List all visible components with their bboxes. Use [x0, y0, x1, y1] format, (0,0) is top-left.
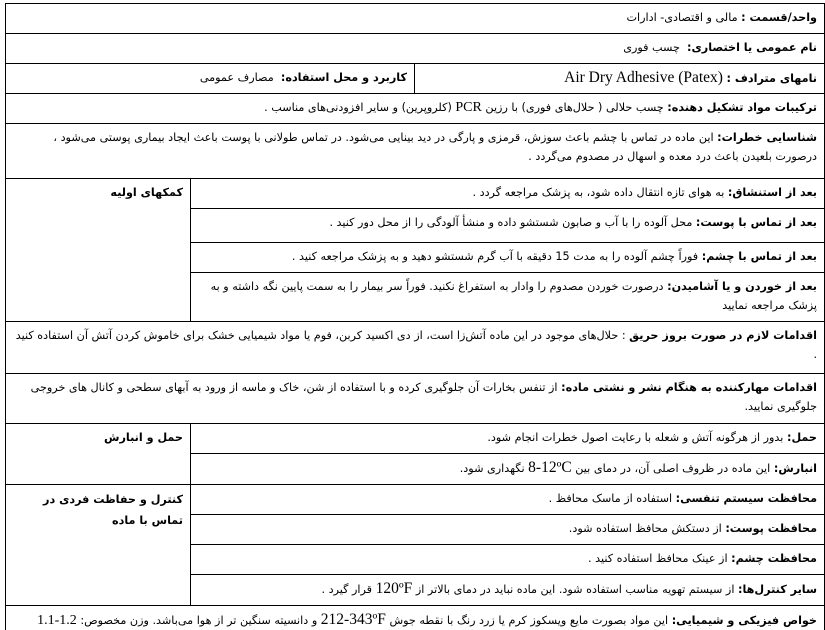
composition-cell	[6, 94, 825, 124]
ppe-skin-cell	[191, 515, 825, 545]
first-aid-eye-label: بعد از تماس با چشم:	[701, 250, 817, 263]
hazards-cell	[6, 124, 825, 179]
properties-cell	[6, 606, 825, 630]
hazards-label: شناسایی خطرات:	[717, 131, 817, 144]
ppe-other-value-pre: از سیستم تهویه مناسب استفاده شود. این ماده نباید در دمای بالاتر از	[415, 583, 735, 596]
fire-cell	[6, 322, 825, 374]
ppe-respiratory-value: استفاده از ماسک محافظ .	[548, 492, 673, 505]
synonyms-subcell	[415, 64, 825, 93]
first-aid-ingestion-value: درصورت خوردن مصدوم را وادار به استفراغ نکنید. فوراً سر بیمار را به سمت پایین نگه داشته و به پزشک مراجعه نمایید	[210, 280, 817, 312]
ppe-skin-value: از دستکش محافظ استفاده شود.	[568, 522, 722, 535]
ppe-other-value-post: قرار گیرد .	[321, 583, 373, 596]
storage-cell	[191, 454, 825, 485]
hazards-value: این ماده در تماس با چشم باعث سوزش، قرمزی و پارگی در دید بینایی می‌شود. در تماس طولانی با پوست باعث ایجاد بیماری پوستی می‌شود ، درصورت بلعیدن باعث درد معده و اسهال در مصدوم می‌گردد .	[53, 131, 817, 163]
composition-value-post: (کلروپرین) و سایر افزودنی‌های مناسب .	[264, 101, 452, 114]
first-aid-eye-cell	[191, 243, 825, 273]
ppe-eye-cell	[191, 545, 825, 575]
common-name-label: نام عمومی یا اختصاری:	[687, 41, 817, 54]
synonyms-inner	[6, 64, 824, 93]
usage-value: مصارف عمومی	[199, 71, 274, 84]
storage-value-latin: 8-12ºC	[528, 459, 572, 476]
handling-title: حمل و انبارش	[6, 424, 191, 485]
first-aid-ingestion-cell	[191, 273, 825, 322]
properties-value-latin: 212-343ºF	[320, 611, 386, 628]
ppe-skin-label: محافظت پوست:	[725, 522, 817, 535]
first-aid-row-1	[6, 179, 825, 209]
ppe-row-1	[6, 485, 825, 515]
msds-table	[5, 3, 825, 630]
unit-cell	[6, 4, 825, 34]
usage-subcell	[6, 64, 415, 93]
first-aid-eye-value-num: 15	[555, 250, 570, 263]
first-aid-ingestion-label: بعد از خوردن و یا آشامیدن:	[667, 280, 817, 293]
first-aid-inhalation-value: به هوای تازه انتقال داده شود، به پزشک مراجعه گردد .	[472, 186, 725, 199]
unit-label: واحد/قسمت :	[741, 11, 817, 24]
composition-value-latin: PCR	[455, 100, 482, 115]
ppe-other-value-latin: 120ºF	[375, 580, 413, 597]
properties-value-post: و دانسیته سنگین تر از هوا می‌باشد. وزن مخصوص:	[80, 614, 318, 627]
ppe-respiratory-label: محافظت سیستم تنفسی:	[675, 492, 817, 505]
first-aid-inhalation-cell	[191, 179, 825, 209]
composition-value-pre: چسب حلالی ( حلال‌های فوری) با رزین	[485, 101, 664, 114]
synonyms-cell	[6, 64, 825, 94]
properties-row	[6, 606, 825, 630]
ppe-other-label: سایر کنترل‌ها:	[738, 583, 817, 596]
fire-value: : حلال‌های موجود در این ماده آتش‌زا است، از دی اکسید کربن، فوم یا مواد شیمیایی خشک برای خاموش کردن آتش آن استفاده کنید .	[15, 329, 817, 361]
ppe-respiratory-cell	[191, 485, 825, 515]
properties-label: خواص فیزیکی و شیمیایی:	[671, 614, 817, 627]
first-aid-eye-value-pre: فوراً چشم آلوده را به مدت	[573, 250, 699, 263]
synonyms-value: Air Dry Adhesive (Patex)	[564, 69, 723, 86]
transport-value: بدور از هرگونه آتش و شعله با رعایت اصول خطرات انجام شود.	[487, 431, 784, 444]
ppe-title: کنترل و حفاظت فردی در تماس با ماده	[6, 485, 191, 606]
first-aid-skin-value: محل آلوده را با آب و صابون شستشو داده و منشأ آلودگی را از محل دور کنید .	[329, 216, 693, 229]
first-aid-inhalation-label: بعد از استنشاق:	[727, 186, 817, 199]
spill-cell	[6, 374, 825, 424]
transport-cell	[191, 424, 825, 454]
spill-row	[6, 374, 825, 424]
fire-label: اقدامات لازم در صورت بروز حریق	[629, 329, 817, 342]
handling-row-1	[6, 424, 825, 454]
ppe-other-cell	[191, 575, 825, 606]
synonyms-label: نامهای مترادف :	[726, 72, 817, 85]
ppe-eye-label: محافظت چشم:	[731, 552, 817, 565]
properties-value-cut: 1.1-1.2	[37, 613, 77, 628]
synonyms-row	[6, 64, 825, 94]
fire-row	[6, 322, 825, 374]
composition-label: ترکیبات مواد تشکیل دهنده:	[667, 101, 817, 114]
ppe-eye-value: از عینک محافظ استفاده کنید .	[587, 552, 728, 565]
first-aid-skin-label: بعد از تماس با پوست:	[695, 216, 817, 229]
storage-label: انبارش:	[773, 462, 817, 475]
common-name-cell	[6, 34, 825, 64]
common-name-row	[6, 34, 825, 64]
spill-value: از تنفس بخارات آن جلوگیری کرده و با استفاده از شن، خاک و ماسه از ورود به آبهای سطحی و کانال های خروجی جلوگیری نمایید.	[30, 381, 817, 413]
composition-row	[6, 94, 825, 124]
storage-value-post: نگهداری شود.	[459, 462, 525, 475]
hazards-row	[6, 124, 825, 179]
usage-label: کاربرد و محل استفاده:	[280, 71, 407, 84]
first-aid-eye-value-post: دقیقه با آب گرم شستشو دهید و به پزشک مراجعه کنید .	[291, 250, 552, 263]
first-aid-skin-cell	[191, 209, 825, 243]
properties-value-pre: این مواد بصورت مایع ویسکوز کرم یا زرد رنگ با نقطه جوش	[389, 614, 669, 627]
unit-row	[6, 4, 825, 34]
transport-label: حمل:	[786, 431, 817, 444]
common-name-value: چسب فوری	[623, 41, 680, 54]
spill-label: اقدامات مهارکننده به هنگام نشر و نشتی ماده:	[561, 381, 817, 394]
unit-value: مالی و اقتصادی- ادارات	[626, 11, 738, 24]
first-aid-title: کمکهای اولیه	[6, 179, 191, 322]
storage-value-pre: این ماده در ظروف اصلی آن، در دمای بین	[575, 462, 771, 475]
